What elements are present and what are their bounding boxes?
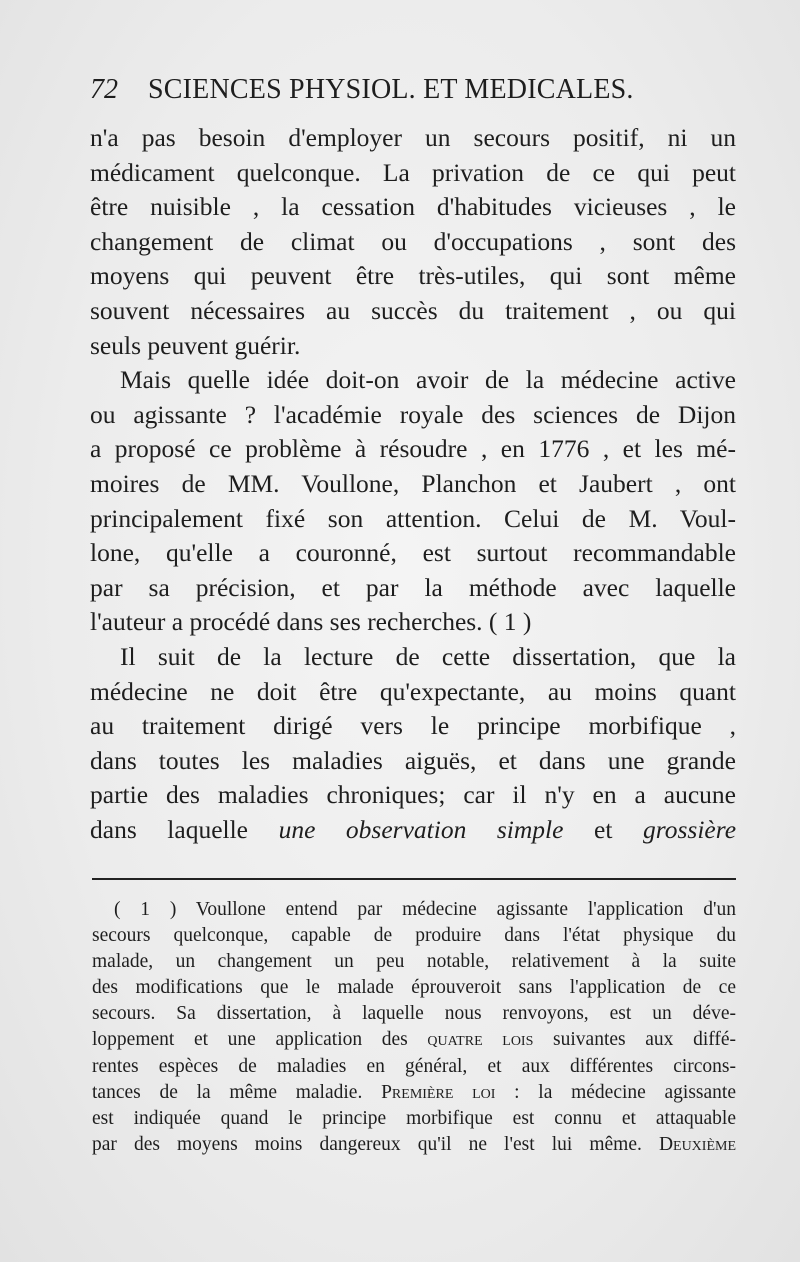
text-line: médicament quelconque. La privation de ce qui peut [90, 157, 736, 187]
footnote-line [92, 1027, 736, 1053]
page-number: 72 [90, 74, 118, 105]
text-line: moyens qui peuvent être très-utiles, qui sont même [90, 261, 736, 291]
main-text [90, 121, 736, 847]
text-line: changement de climat ou d'occupations , sont des [90, 226, 736, 256]
footnote-line: est indiquée quand le principe morbifique est connu et attaquable [92, 1107, 736, 1129]
text-line: seuls peuvent guérir. [90, 330, 301, 360]
text-line: moires de MM. Voullone, Planchon et Jaubert , ont [90, 468, 736, 498]
text-line: par sa précision, et par la méthode avec laquelle [90, 572, 736, 602]
footnote [92, 897, 736, 1158]
text-line: Mais quelle idée doit-on avoir de la médecine active [120, 365, 736, 395]
small-caps-phrase: Deuxième [658, 1133, 737, 1155]
text-line: Il suit de la lecture de cette dissertation, que la [120, 641, 736, 671]
footnote-line [92, 1080, 736, 1106]
text-line: médecine ne doit être qu'expectante, au moins quant [90, 676, 736, 706]
small-caps-phrase: Première loi [381, 1081, 496, 1103]
footnote-line: secours quelconque, capable de produire dans l'état physique du [92, 925, 736, 947]
footnote-line: des modifications que le malade éprouveroit sans l'application de ce [92, 977, 736, 999]
text-line: principalement fixé son attention. Celui de M. Voul- [90, 503, 736, 533]
page-header [90, 74, 690, 106]
text-fragment: suivantes aux diffé- [553, 1029, 737, 1051]
text-line: être nuisible , la cessation d'habitudes vicieuses , le [90, 192, 736, 222]
text-line [90, 813, 736, 848]
small-caps-phrase: quatre lois [427, 1029, 534, 1051]
italic-phrase: une observation simple [278, 814, 564, 844]
text-line: n'a pas besoin d'employer un secours positif, ni un [90, 123, 736, 152]
text-fragment: dans laquelle [90, 814, 248, 844]
text-line: a proposé ce problème à résoudre , en 1776 , et les mé- [90, 434, 736, 464]
italic-phrase: grossière [643, 814, 737, 844]
text-fragment: et [594, 814, 613, 844]
footnote-rule [92, 878, 736, 880]
text-line: souvent nécessaires au succès du traitement , ou qui [90, 295, 736, 325]
text-fragment: : la médecine agissante [514, 1081, 737, 1103]
footnote-line: secours. Sa dissertation, à laquelle nous renvoyons, est un déve- [92, 1003, 736, 1025]
footnote-line [92, 1132, 736, 1158]
text-fragment: par des moyens moins dangereux qu'il ne l'est lui même. [92, 1133, 642, 1155]
text-line: dans toutes les maladies aiguës, et dans une grande [90, 745, 736, 775]
text-line: ou agissante ? l'académie royale des sciences de Dijon [90, 399, 736, 429]
text-fragment: tances de la même maladie. [92, 1081, 363, 1103]
running-head: SCIENCES PHYSIOL. ET MEDICALES. [148, 74, 634, 105]
footnote-line: rentes espèces de maladies en général, et aux différentes circons- [92, 1055, 736, 1077]
footnote-line: ( 1 ) Voullone entend par médecine agissante l'application d'un [114, 899, 736, 920]
text-line: lone, qu'elle a couronné, est surtout recommandable [90, 538, 736, 568]
text-line: au traitement dirigé vers le principe morbifique , [90, 711, 736, 741]
text-line: partie des maladies chroniques; car il n'y en a aucune [90, 780, 736, 810]
footnote-line: malade, un changement un peu notable, relativement à la suite [92, 951, 736, 973]
text-line: l'auteur a procédé dans ses recherches. ( 1 ) [90, 607, 532, 637]
text-fragment: loppement et une application des [92, 1029, 408, 1051]
